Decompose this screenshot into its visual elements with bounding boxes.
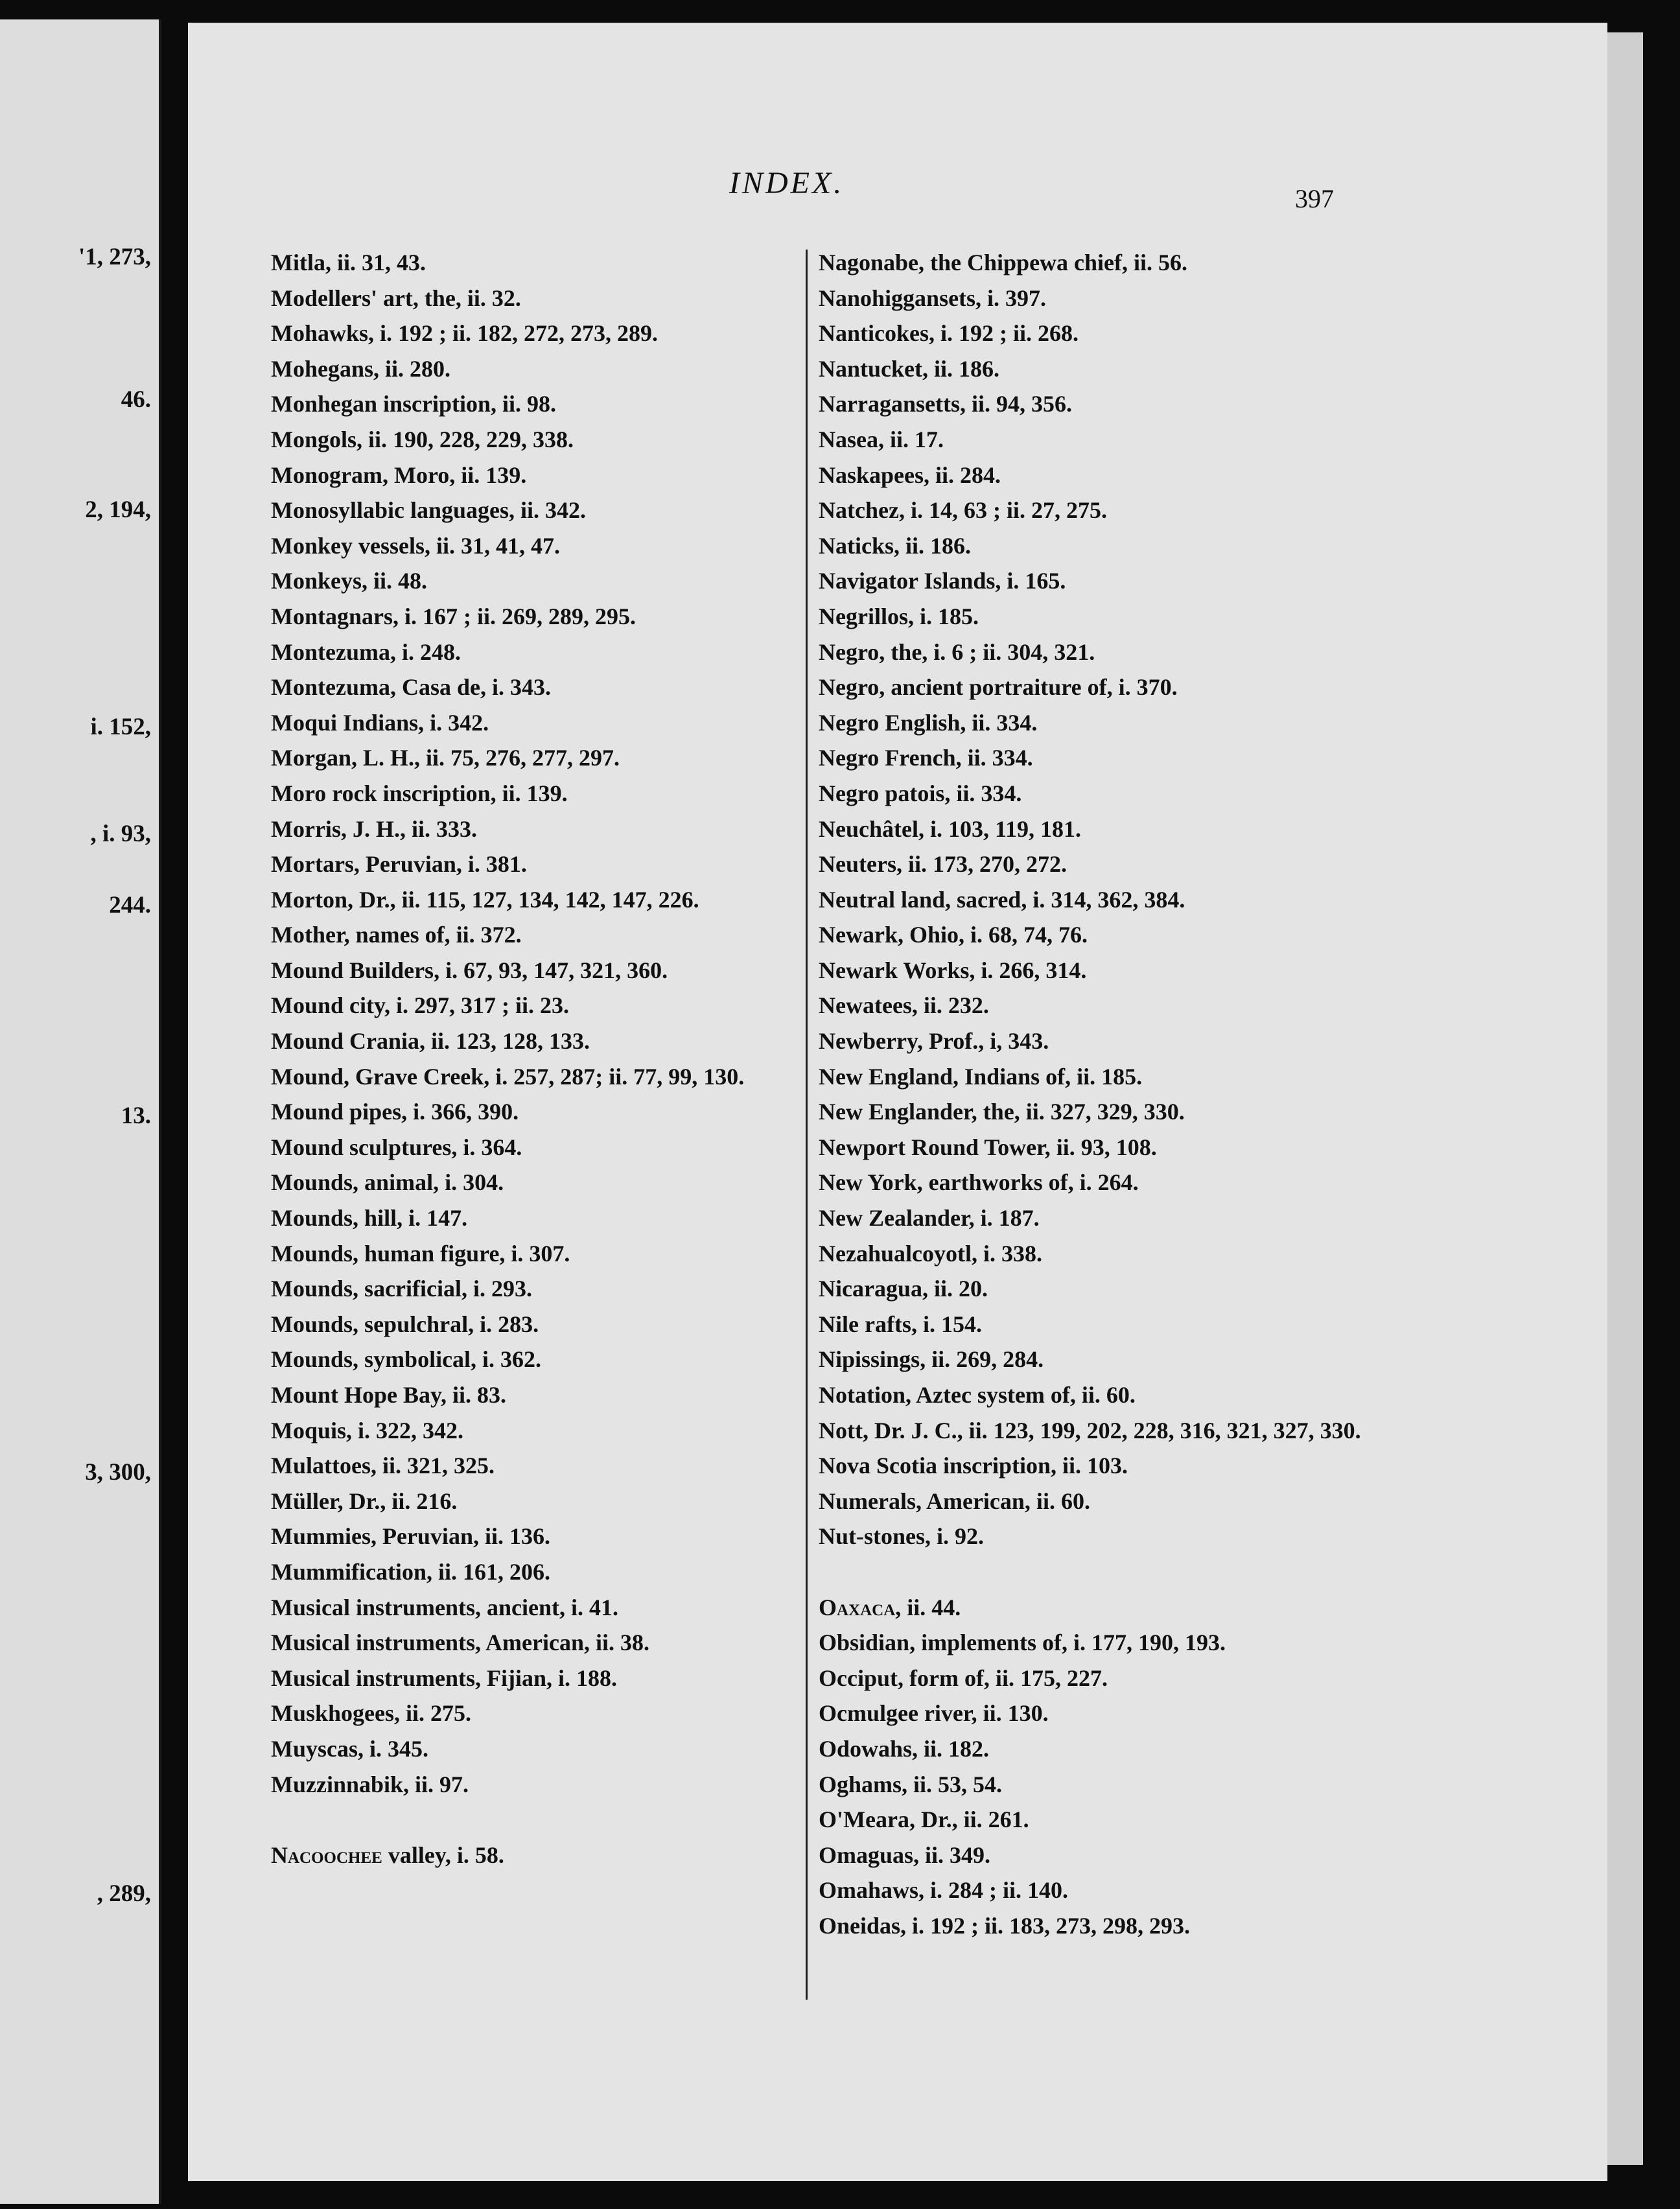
index-entry: Negro, ancient portraiture of, i. 370. (819, 674, 1178, 701)
index-entry (271, 1838, 802, 1873)
index-entry: Mounds, sacrificial, i. 293. (271, 1276, 532, 1302)
page-number: 397 (1295, 184, 1334, 213)
index-entry: New England, Indians of, ii. 185. (819, 1063, 1143, 1090)
index-entry: O'Meara, Dr., ii. 261. (819, 1806, 1029, 1833)
index-entry: Occiput, form of, ii. 175, 227. (819, 1665, 1108, 1691)
index-entry: Mitla, ii. 31, 43. (271, 250, 426, 275)
index-entry: Musical instruments, Fijian, i. 188. (271, 1665, 618, 1691)
index-entry: Mound sculptures, i. 364. (271, 1134, 522, 1160)
index-entry: New Englander, the, ii. 327, 329, 330. (819, 1099, 1185, 1125)
index-entry: Newberry, Prof., i, 343. (819, 1028, 1049, 1055)
index-entry: Nanticokes, i. 192 ; ii. 268. (819, 320, 1079, 347)
index-entry: Musical instruments, American, ii. 38. (271, 1630, 649, 1656)
index-entry: Mongols, ii. 190, 228, 229, 338. (271, 426, 574, 452)
index-entry: Nasea, ii. 17. (819, 426, 944, 452)
index-entry: New York, earthworks of, i. 264. (819, 1169, 1139, 1196)
index-entry: Narragansetts, ii. 94, 356. (819, 391, 1072, 417)
facing-page-fragment: , 289, (97, 1880, 151, 1907)
index-entry: Monkeys, ii. 48. (271, 568, 428, 594)
index-entry (819, 1590, 1376, 1626)
index-entry: Obsidian, implements of, i. 177, 190, 193. (819, 1630, 1226, 1656)
running-title: INDEX. (729, 166, 845, 200)
letter-gap (271, 1802, 802, 1838)
facing-page-fragment: 2, 194, (85, 497, 151, 523)
facing-page-fragment: 46. (121, 386, 151, 413)
index-entry: Mounds, symbolical, i. 362. (271, 1346, 542, 1373)
entry-rest: , ii. 44. (895, 1594, 961, 1620)
index-entry: Musical instruments, ancient, i. 41. (271, 1594, 618, 1620)
index-entry: Neutral land, sacred, i. 314, 362, 384. (819, 886, 1185, 913)
index-entry: Modellers' art, the, ii. 32. (271, 285, 521, 311)
index-entry: Newark Works, i. 266, 314. (819, 957, 1087, 983)
facing-page-fragment: 13. (121, 1103, 151, 1129)
entry-rest: valley, i. 58. (382, 1841, 504, 1868)
index-entry: Mounds, human figure, i. 307. (271, 1240, 570, 1267)
index-column-right (819, 245, 1376, 1944)
index-entry: Neuters, ii. 173, 270, 272. (819, 851, 1067, 878)
index-entry: Muyscas, i. 345. (271, 1735, 428, 1762)
index-entry: Moquis, i. 322, 342. (271, 1417, 464, 1443)
index-entry: Morris, J. H., ii. 333. (271, 815, 477, 842)
index-entry: Montagnars, i. 167 ; ii. 269, 289, 295. (271, 603, 636, 629)
index-entry: Muskhogees, ii. 275. (271, 1700, 472, 1727)
index-entry: Montezuma, Casa de, i. 343. (271, 674, 551, 701)
index-entry: Notation, Aztec system of, ii. 60. (819, 1382, 1136, 1408)
index-entry: Nicaragua, ii. 20. (819, 1276, 988, 1302)
index-entry: Newark, Ohio, i. 68, 74, 76. (819, 922, 1088, 948)
facing-page-fragment: '1, 273, (78, 244, 151, 270)
index-entry: Negro, the, i. 6 ; ii. 304, 321. (819, 638, 1095, 665)
index-entry: Omaguas, ii. 349. (819, 1841, 991, 1868)
page-edge-shadow (1607, 32, 1643, 2165)
facing-page-fragment: i. 152, (90, 714, 151, 740)
index-entry: Negro patois, ii. 334. (819, 780, 1022, 806)
column-divider (806, 250, 808, 2000)
index-entry: Negro French, ii. 334. (819, 745, 1033, 771)
index-entry: Moqui Indians, i. 342. (271, 709, 489, 736)
index-entry: Muzzinnabik, ii. 97. (271, 1771, 469, 1797)
index-entry: Negrillos, i. 185. (819, 603, 979, 629)
facing-page-fragment: 3, 300, (85, 1459, 151, 1486)
index-entry: Mummies, Peruvian, ii. 136. (271, 1523, 550, 1550)
letter-gap (819, 1554, 1376, 1590)
index-entry: Oneidas, i. 192 ; ii. 183, 273, 298, 293. (819, 1912, 1191, 1939)
facing-page-fragment: 244. (109, 892, 151, 918)
index-entry: Navigator Islands, i. 165. (819, 568, 1066, 594)
index-entry: Nantucket, ii. 186. (819, 355, 999, 382)
index-entry: Numerals, American, ii. 60. (819, 1488, 1090, 1514)
index-entry: Naskapees, ii. 284. (819, 462, 1001, 488)
index-entry: New Zealander, i. 187. (819, 1205, 1040, 1232)
section-lead-word: Nacoochee (271, 1841, 382, 1868)
index-entry: Nagonabe, the Chippewa chief, ii. 56. (819, 250, 1188, 275)
index-entry: Nezahualcoyotl, i. 338. (819, 1240, 1042, 1267)
index-entry: Monosyllabic languages, ii. 342. (271, 497, 587, 524)
index-entry: Nott, Dr. J. C., ii. 123, 199, 202, 228, 316, 321, 327, 330. (819, 1417, 1361, 1443)
index-entry: Negro English, ii. 334. (819, 709, 1038, 736)
index-entry: Moro rock inscription, ii. 139. (271, 780, 568, 806)
index-entry: Oghams, ii. 53, 54. (819, 1771, 1003, 1797)
index-entry: Mound pipes, i. 366, 390. (271, 1099, 519, 1125)
index-entry: Monogram, Moro, ii. 139. (271, 462, 527, 488)
index-entry: Montezuma, i. 248. (271, 638, 461, 665)
index-entry: Neuchâtel, i. 103, 119, 181. (819, 815, 1081, 842)
index-entry: Mound, Grave Creek, i. 257, 287; ii. 77, 99, 130. (271, 1063, 745, 1090)
index-entry: Natchez, i. 14, 63 ; ii. 27, 275. (819, 497, 1107, 524)
index-entry: Mounds, animal, i. 304. (271, 1169, 504, 1196)
index-entry: Naticks, ii. 186. (819, 532, 972, 559)
section-lead-word: Oaxaca (819, 1594, 896, 1620)
index-entry: Mother, names of, ii. 372. (271, 922, 522, 948)
index-entry: Müller, Dr., ii. 216. (271, 1488, 458, 1514)
index-entry: Mohegans, ii. 280. (271, 355, 451, 382)
index-entry: Mounds, hill, i. 147. (271, 1205, 468, 1232)
index-entry: Nut-stones, i. 92. (819, 1523, 985, 1550)
index-entry: Mortars, Peruvian, i. 381. (271, 851, 527, 878)
index-entry: Nova Scotia inscription, ii. 103. (819, 1453, 1128, 1479)
index-entry: Mummification, ii. 161, 206. (271, 1558, 550, 1585)
index-entry: Omahaws, i. 284 ; ii. 140. (819, 1877, 1069, 1904)
index-entry: Mound Builders, i. 67, 93, 147, 321, 360. (271, 957, 668, 983)
index-entry: Morgan, L. H., ii. 75, 276, 277, 297. (271, 745, 620, 771)
index-entry: Morton, Dr., ii. 115, 127, 134, 142, 147, 226. (271, 886, 699, 913)
index-entry: Nile rafts, i. 154. (819, 1311, 982, 1337)
facing-page-edge (0, 19, 161, 2204)
index-entry: Mound Crania, ii. 123, 128, 133. (271, 1028, 590, 1055)
index-entry: Mohawks, i. 192 ; ii. 182, 272, 273, 289. (271, 320, 659, 347)
index-entry: Monkey vessels, ii. 31, 41, 47. (271, 532, 560, 559)
index-entry: Newport Round Tower, ii. 93, 108. (819, 1134, 1157, 1160)
index-entry: Ocmulgee river, ii. 130. (819, 1700, 1049, 1727)
index-entry: Odowahs, ii. 182. (819, 1735, 990, 1762)
index-entry: Mulattoes, ii. 321, 325. (271, 1453, 495, 1479)
index-entry: Nanohiggansets, i. 397. (819, 285, 1047, 311)
index-entry: Monhegan inscription, ii. 98. (271, 391, 557, 417)
index-entry: Mounds, sepulchral, i. 283. (271, 1311, 539, 1337)
index-entry: Nipissings, ii. 269, 284. (819, 1346, 1044, 1373)
facing-page-fragment: , i. 93, (90, 821, 151, 847)
index-entry: Newatees, ii. 232. (819, 992, 989, 1019)
index-entry: Mount Hope Bay, ii. 83. (271, 1382, 507, 1408)
index-entry: Mound city, i. 297, 317 ; ii. 23. (271, 992, 570, 1019)
index-column-left (271, 245, 802, 1873)
